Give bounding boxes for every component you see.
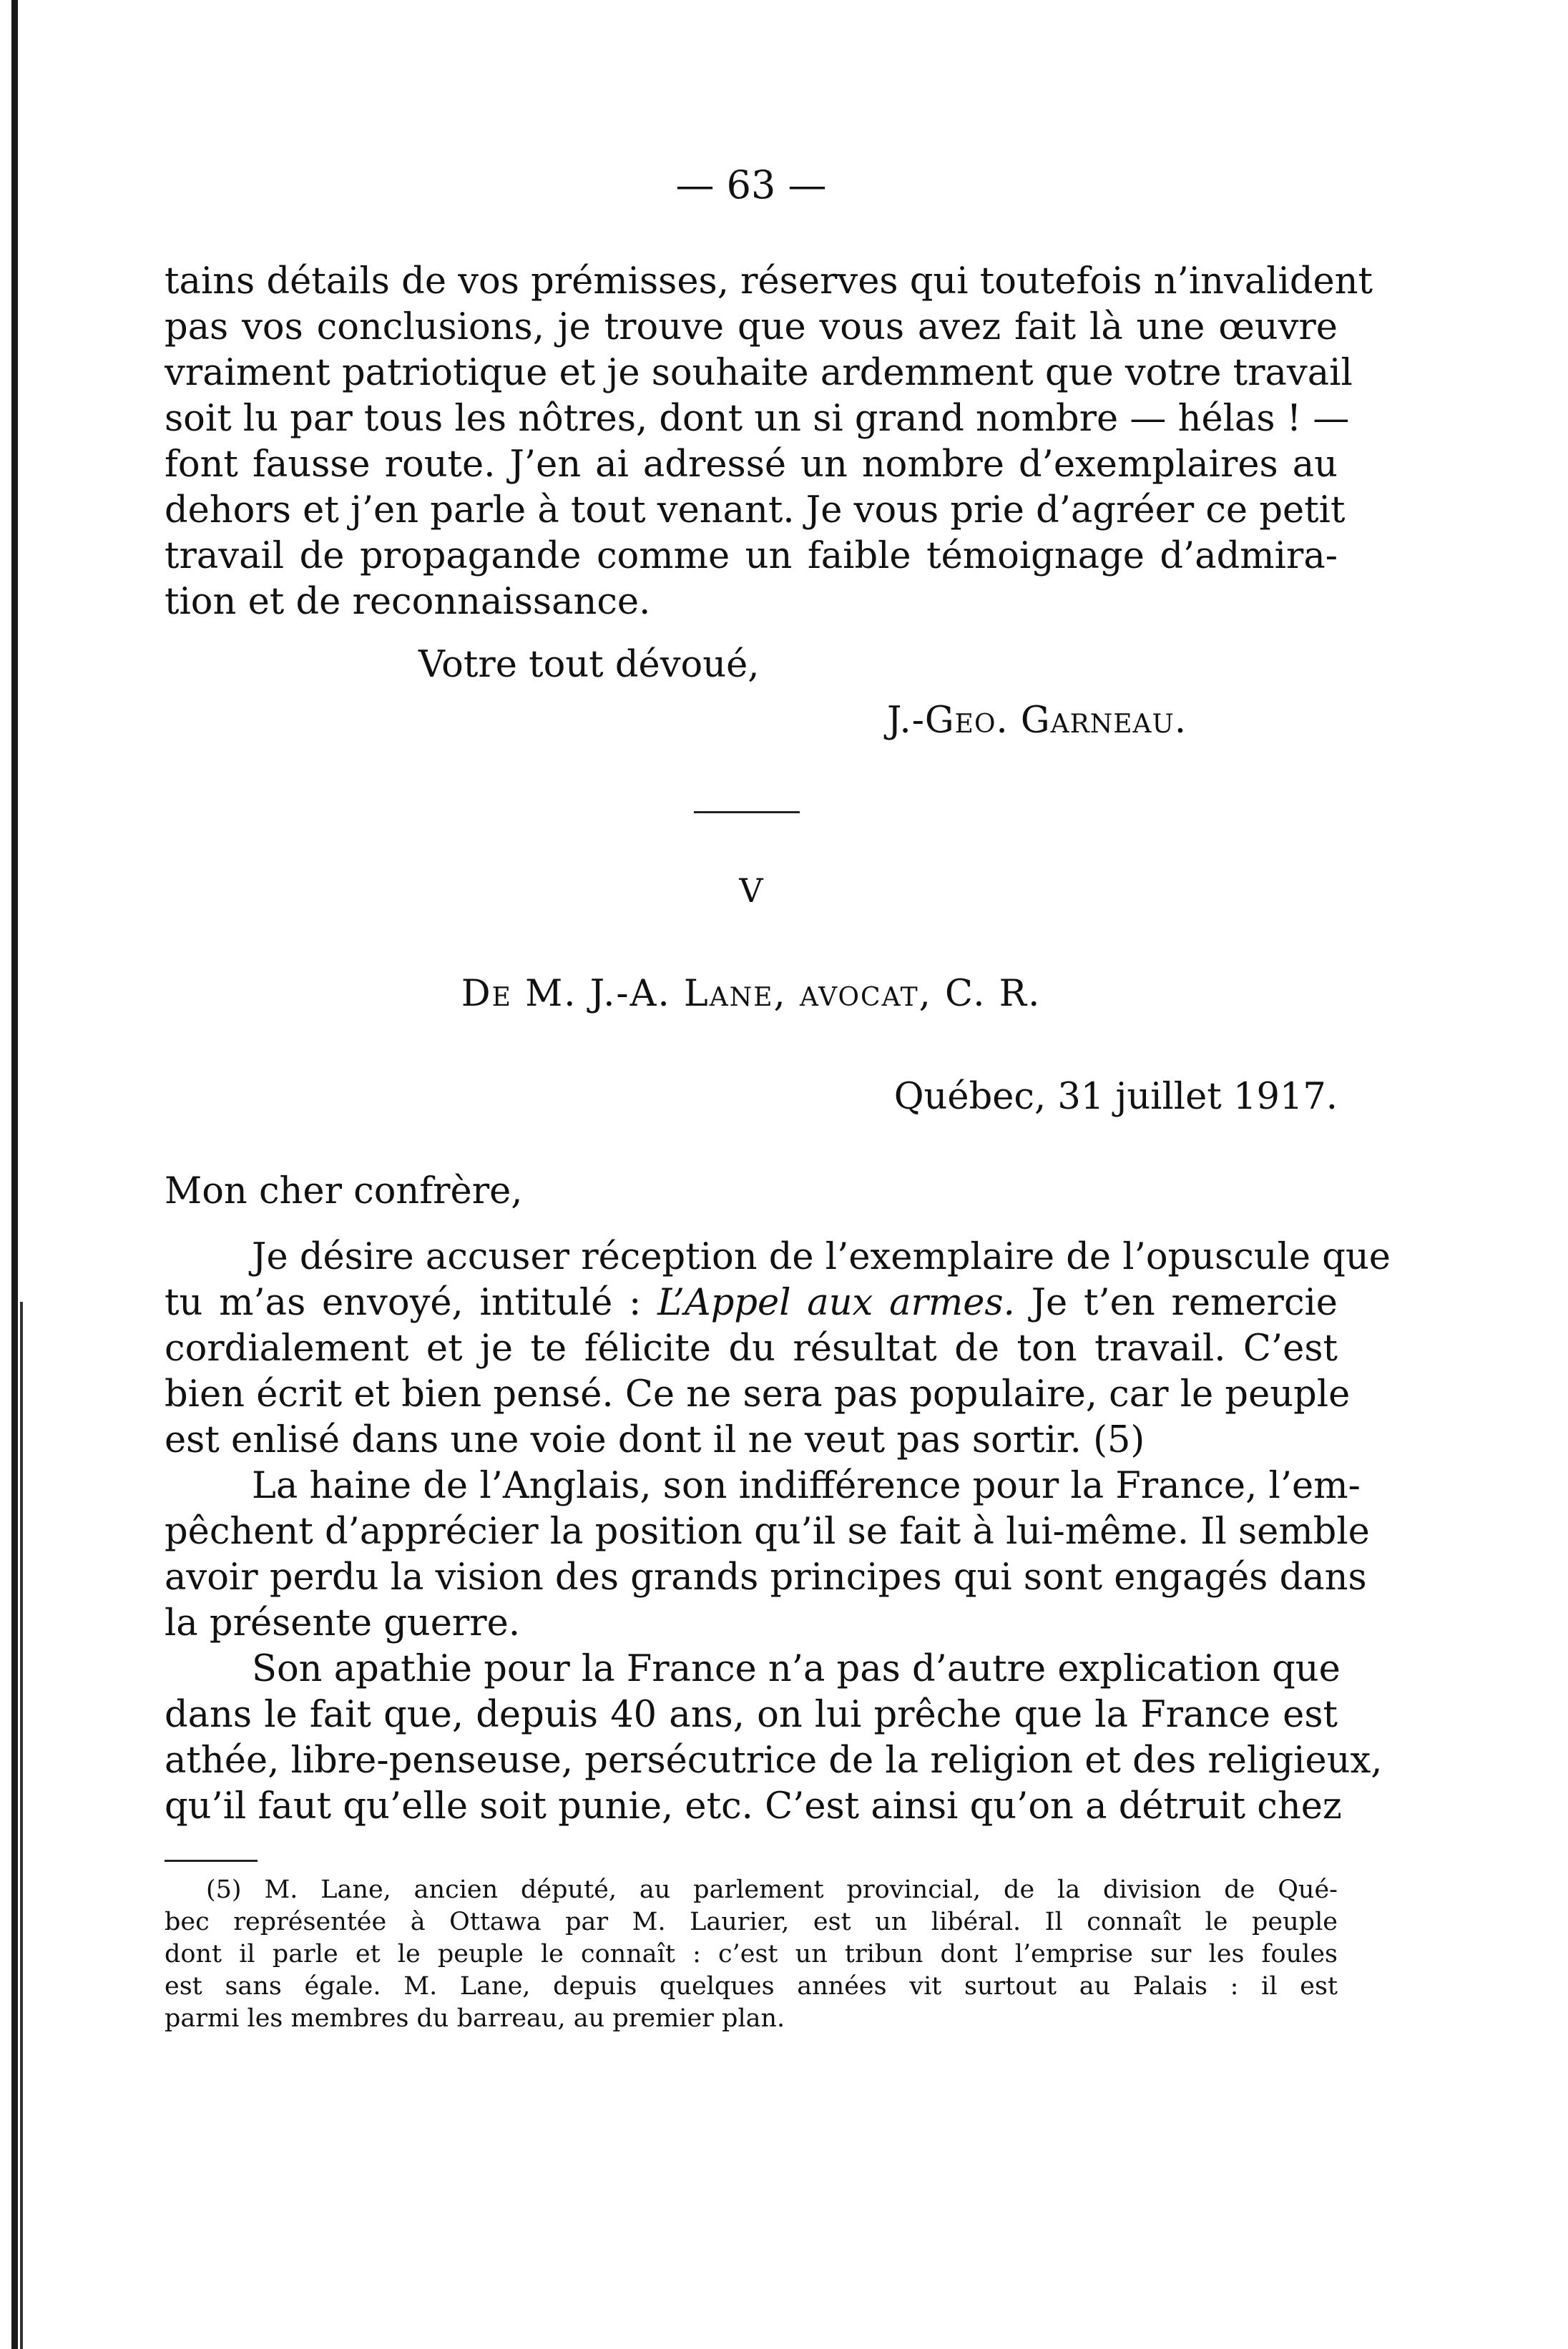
text-line: est enlisé dans une voie dont il ne veut pas sortir. (5) (165, 1419, 1145, 1461)
text-line: Je désire accuser réception de l’exemplaire de l’opuscule que (252, 1236, 1391, 1278)
text-line: athée, libre-penseuse, persécutrice de la religion et des religieux, (165, 1740, 1383, 1782)
text-line: qu’il faut qu’elle soit punie, etc. C’est ainsi qu’on a détruit chez (165, 1785, 1342, 1828)
footnote-line: bec représentée à Ottawa par M. Laurier, est un libéral. Il connaît le peuple (165, 1908, 1338, 1936)
footnote-line: est sans égale. M. Lane, depuis quelques années vit surtout au Palais : il est (165, 1972, 1338, 2001)
text-line (165, 1280, 1338, 1326)
text-line: bien écrit et bien pensé. Ce ne sera pas populaire, car le peuple (165, 1373, 1351, 1416)
letter-signature: J.-Geo. Garneau. (887, 700, 1187, 742)
text-line: font fausse route. J’en ai adressé un nombre d’exemplaires au (165, 443, 1338, 486)
letter-paragraph-2 (165, 1463, 1370, 1647)
text-line: dehors et j’en parle à tout venant. Je vous prie d’agréer ce petit (165, 489, 1346, 531)
footnote-line: parmi les membres du barreau, au premier plan. (165, 2004, 785, 2033)
letter-ending-paragraph (165, 259, 1373, 625)
text-line: la présente guerre. (165, 1602, 521, 1644)
text-line: La haine de l’Anglais, son indifférence pour la France, l’em- (252, 1465, 1361, 1507)
book-title: L’Appel aux armes. (657, 1282, 1015, 1324)
letter-paragraph-3 (165, 1647, 1383, 1830)
text-line: avoir perdu la vision des grands principes qui sont engagés dans (165, 1556, 1367, 1599)
text-fragment: Je t’en remercie (1014, 1282, 1338, 1324)
footnote-line: (5) M. Lane, ancien député, au parlement provincial, de la division de Qué- (206, 1875, 1338, 1904)
text-line: pas vos conclusions, je trouve que vous avez fait là une œuvre (165, 306, 1338, 348)
footnote-rule (165, 1860, 258, 1862)
footnote (165, 1874, 1338, 2035)
section-heading: De M. J.-A. Lane, avocat, C. R. (461, 973, 1042, 1015)
text-line: Son apathie pour la France n’a pas d’autre explication que (252, 1648, 1341, 1690)
letter-closing: Votre tout dévoué, (418, 644, 760, 686)
section-numeral: V (739, 871, 763, 910)
page-number: — 63 — (675, 162, 827, 207)
text-line: travail de propagande comme un faible témoignage d’admira- (165, 535, 1338, 577)
text-line: soit lu par tous les nôtres, dont un si grand nombre — hélas ! — (165, 398, 1350, 440)
text-line: cordialement et je te félicite du résultat de ton travail. C’est (165, 1328, 1338, 1370)
letter-salutation: Mon cher confrère, (165, 1170, 523, 1212)
page-edge-shadow (11, 0, 18, 2349)
section-divider (694, 811, 800, 813)
text-line: tains détails de vos prémisses, réserves qui toutefois n’invalident (165, 260, 1373, 303)
page-edge-shadow-secondary (20, 1302, 23, 2349)
letter-dateline: Québec, 31 juillet 1917. (893, 1076, 1338, 1118)
text-line: dans le fait que, depuis 40 ans, on lui prêche que la France est (165, 1694, 1338, 1736)
text-line: vraiment patriotique et je souhaite ardemment que votre travail (165, 352, 1353, 394)
footnote-line: dont il parle et le peuple le connaît : c’est un tribun dont l’emprise sur les foules (165, 1940, 1338, 1968)
text-line: tion et de reconnaissance. (165, 581, 651, 623)
letter-paragraph-1 (165, 1235, 1391, 1463)
text-line: pêchent d’apprécier la position qu’il se fait à lui-même. Il semble (165, 1511, 1370, 1553)
text-fragment: tu m’as envoyé, intitulé : (165, 1282, 658, 1324)
